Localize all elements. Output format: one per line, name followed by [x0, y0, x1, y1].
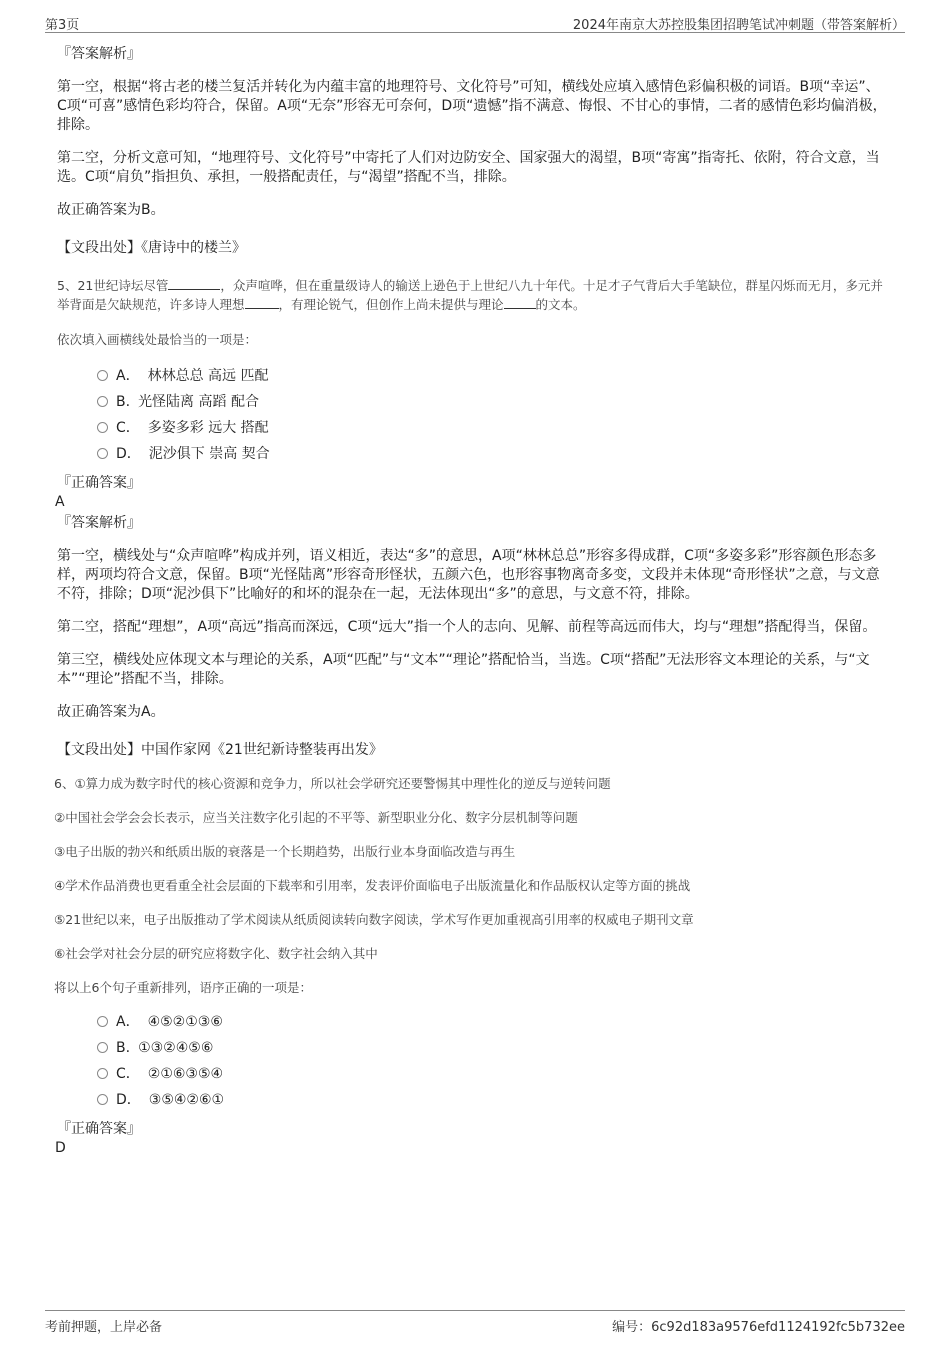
analysis-paragraph: 第二空，搭配“理想”，A项“高远”指高而深远，C项“远大”指一个人的志向、见解、前程等高远而伟大，均与“理想”搭配得当，保留。 — [57, 619, 877, 635]
question-instruction: 依次填入画横线处最恰当的一项是： — [57, 332, 258, 347]
page-content — [54, 44, 889, 1157]
stem-text: ，有理论锐气，但创作上尚未提供与理论 — [278, 297, 504, 312]
option-a[interactable] — [97, 1009, 889, 1035]
sentence-5: ⑤21世纪以来，电子出版推动了学术阅读从纸质阅读转向数字阅读，学术写作更加重视高引用率的权威电子期刊文章 — [54, 912, 694, 927]
answer-label: 『正确答案』 — [57, 1121, 141, 1137]
option-text: 泥沙俱下 崇高 契合 — [148, 446, 270, 462]
option-text: 林林总总 高远 匹配 — [147, 368, 269, 384]
correct-answer: D — [55, 1140, 66, 1156]
analysis-conclusion: 故正确答案为B。 — [57, 202, 165, 218]
analysis-paragraph: 第一空，横线处与“众声喧哗”构成并列，语义相近，表达“多”的意思，A项“林林总总”形容多得成群，C项“多姿多彩”形容颜色形态多样，两项均符合文意，保留。B项“光怪陆离”形容奇形怪状，五颜六色，也形容事物离奇多变，文段并未体现“奇形怪状”之意，与文意不符，排除；D项“泥沙俱下”比喻好的和坏的混杂在一起，无法体现出“多”的意思，与文意不符，排除。 — [57, 548, 880, 602]
blank-line — [168, 277, 220, 290]
question-5 — [57, 276, 889, 760]
analysis-paragraph: 第三空，横线处应体现文本与理论的关系，A项“匹配”与“文本”“理论”搭配恰当，当选。C项“搭配”无法形容文本理论的关系，与“文本”“理论”搭配不当，排除。 — [57, 652, 870, 687]
option-letter: A． — [116, 1014, 140, 1030]
option-letter: D． — [116, 446, 141, 462]
radio-icon[interactable] — [97, 396, 108, 407]
option-list — [57, 363, 889, 467]
sentence-6: ⑥社会学对社会分层的研究应将数字化、数字社会纳入其中 — [54, 946, 378, 961]
question-stem — [57, 276, 889, 314]
option-b[interactable] — [97, 1035, 889, 1061]
source-citation: 【文段出处】《唐诗中的楼兰》 — [57, 240, 246, 256]
page-footer — [45, 1310, 905, 1335]
source-citation: 【文段出处】中国作家网《21世纪新诗整装再出发》 — [57, 742, 383, 758]
question-6 — [54, 774, 889, 1157]
option-text: ③⑤④②⑥① — [148, 1092, 225, 1108]
option-c[interactable] — [97, 415, 889, 441]
option-letter: A． — [116, 368, 140, 384]
option-text: ④⑤②①③⑥ — [147, 1014, 223, 1030]
analysis-label: 『答案解析』 — [57, 46, 141, 62]
option-text: 光怪陆离 高蹈 配合 — [138, 394, 259, 410]
document-title: 2024年南京大苏控股集团招聘笔试冲刺题（带答案解析） — [572, 18, 905, 33]
analysis-paragraph: 第二空，分析文意可知，“地理符号、文化符号”中寄托了人们对边防安全、国家强大的渴望，B项“寄寓”指寄托、依附，符合文意，当选。C项“肩负”指担负、承担，一般搭配责任，与“渴望”搭配不当，排除。 — [57, 150, 880, 185]
option-letter: D． — [116, 1092, 141, 1108]
option-b[interactable] — [97, 389, 889, 415]
option-text: 多姿多彩 远大 搭配 — [147, 420, 269, 436]
sentence-3: ③电子出版的勃兴和纸质出版的衰落是一个长期趋势，出版行业本身面临改造与再生 — [54, 844, 516, 859]
stem-text: 5、21世纪诗坛尽管 — [57, 278, 169, 293]
option-letter: B. — [116, 394, 131, 410]
radio-icon[interactable] — [97, 1016, 108, 1027]
correct-answer: A — [55, 494, 65, 510]
option-d[interactable] — [97, 441, 889, 467]
sentence-1: 6、①算力成为数字时代的核心资源和竞争力，所以社会学研究还要警惕其中理性化的逆反与逆转问题 — [54, 776, 611, 791]
code-value: 6c92d183a9576efd1124192fc5b732ee — [651, 1320, 905, 1335]
radio-icon[interactable] — [97, 1094, 108, 1105]
radio-icon[interactable] — [97, 1042, 108, 1053]
option-text: ①③②④⑤⑥ — [138, 1040, 214, 1056]
page-number: 第3页 — [45, 18, 80, 33]
blank-line — [245, 296, 279, 309]
answer-label: 『正确答案』 — [57, 475, 141, 491]
sentence-2: ②中国社会学会会长表示，应当关注数字化引起的不平等、新型职业分化、数字分层机制等问题 — [54, 810, 578, 825]
document-code — [612, 1316, 905, 1335]
radio-icon[interactable] — [97, 370, 108, 381]
radio-icon[interactable] — [97, 448, 108, 459]
option-a[interactable] — [97, 363, 889, 389]
option-d[interactable] — [97, 1087, 889, 1113]
option-letter: B. — [116, 1040, 131, 1056]
code-label: 编号： — [612, 1320, 652, 1335]
analysis-conclusion: 故正确答案为A。 — [57, 704, 165, 720]
analysis-label: 『答案解析』 — [57, 515, 141, 531]
stem-text: 的文本。 — [535, 297, 586, 312]
option-letter: C． — [116, 1066, 140, 1082]
radio-icon[interactable] — [97, 1068, 108, 1079]
option-c[interactable] — [97, 1061, 889, 1087]
stem-text: ，众声喧哗，但在重量级诗人的输送上逊色于上世纪八九十年代。十足才子气背后大手笔缺位，群星闪烁而无月，多元并举背面是欠缺规范，许多诗人理想 — [57, 278, 883, 312]
option-text: ②①⑥③⑤④ — [147, 1066, 224, 1082]
analysis-paragraph: 第一空，根据“将古老的楼兰复活并转化为内蕴丰富的地理符号、文化符号”可知，横线处应填入感情色彩偏积极的词语。B项“幸运”、C项“可喜”感情色彩均符合，保留。A项“无奈”形容无可奈何，D项“遗憾”指不满意、悔恨、不甘心的事情，二者的感情色彩均偏消极，排除。 — [57, 79, 887, 133]
blank-line — [504, 296, 536, 309]
option-list — [57, 1009, 889, 1113]
footer-slogan: 考前押题，上岸必备 — [45, 1320, 163, 1335]
sentence-4: ④学术作品消费也更看重全社会层面的下载率和引用率，发表评价面临电子出版流量化和作品版权认定等方面的挑战 — [54, 878, 691, 893]
question-instruction: 将以上6个句子重新排列，语序正确的一项是： — [54, 980, 312, 995]
page-header — [45, 12, 905, 33]
option-letter: C． — [116, 420, 140, 436]
radio-icon[interactable] — [97, 422, 108, 433]
